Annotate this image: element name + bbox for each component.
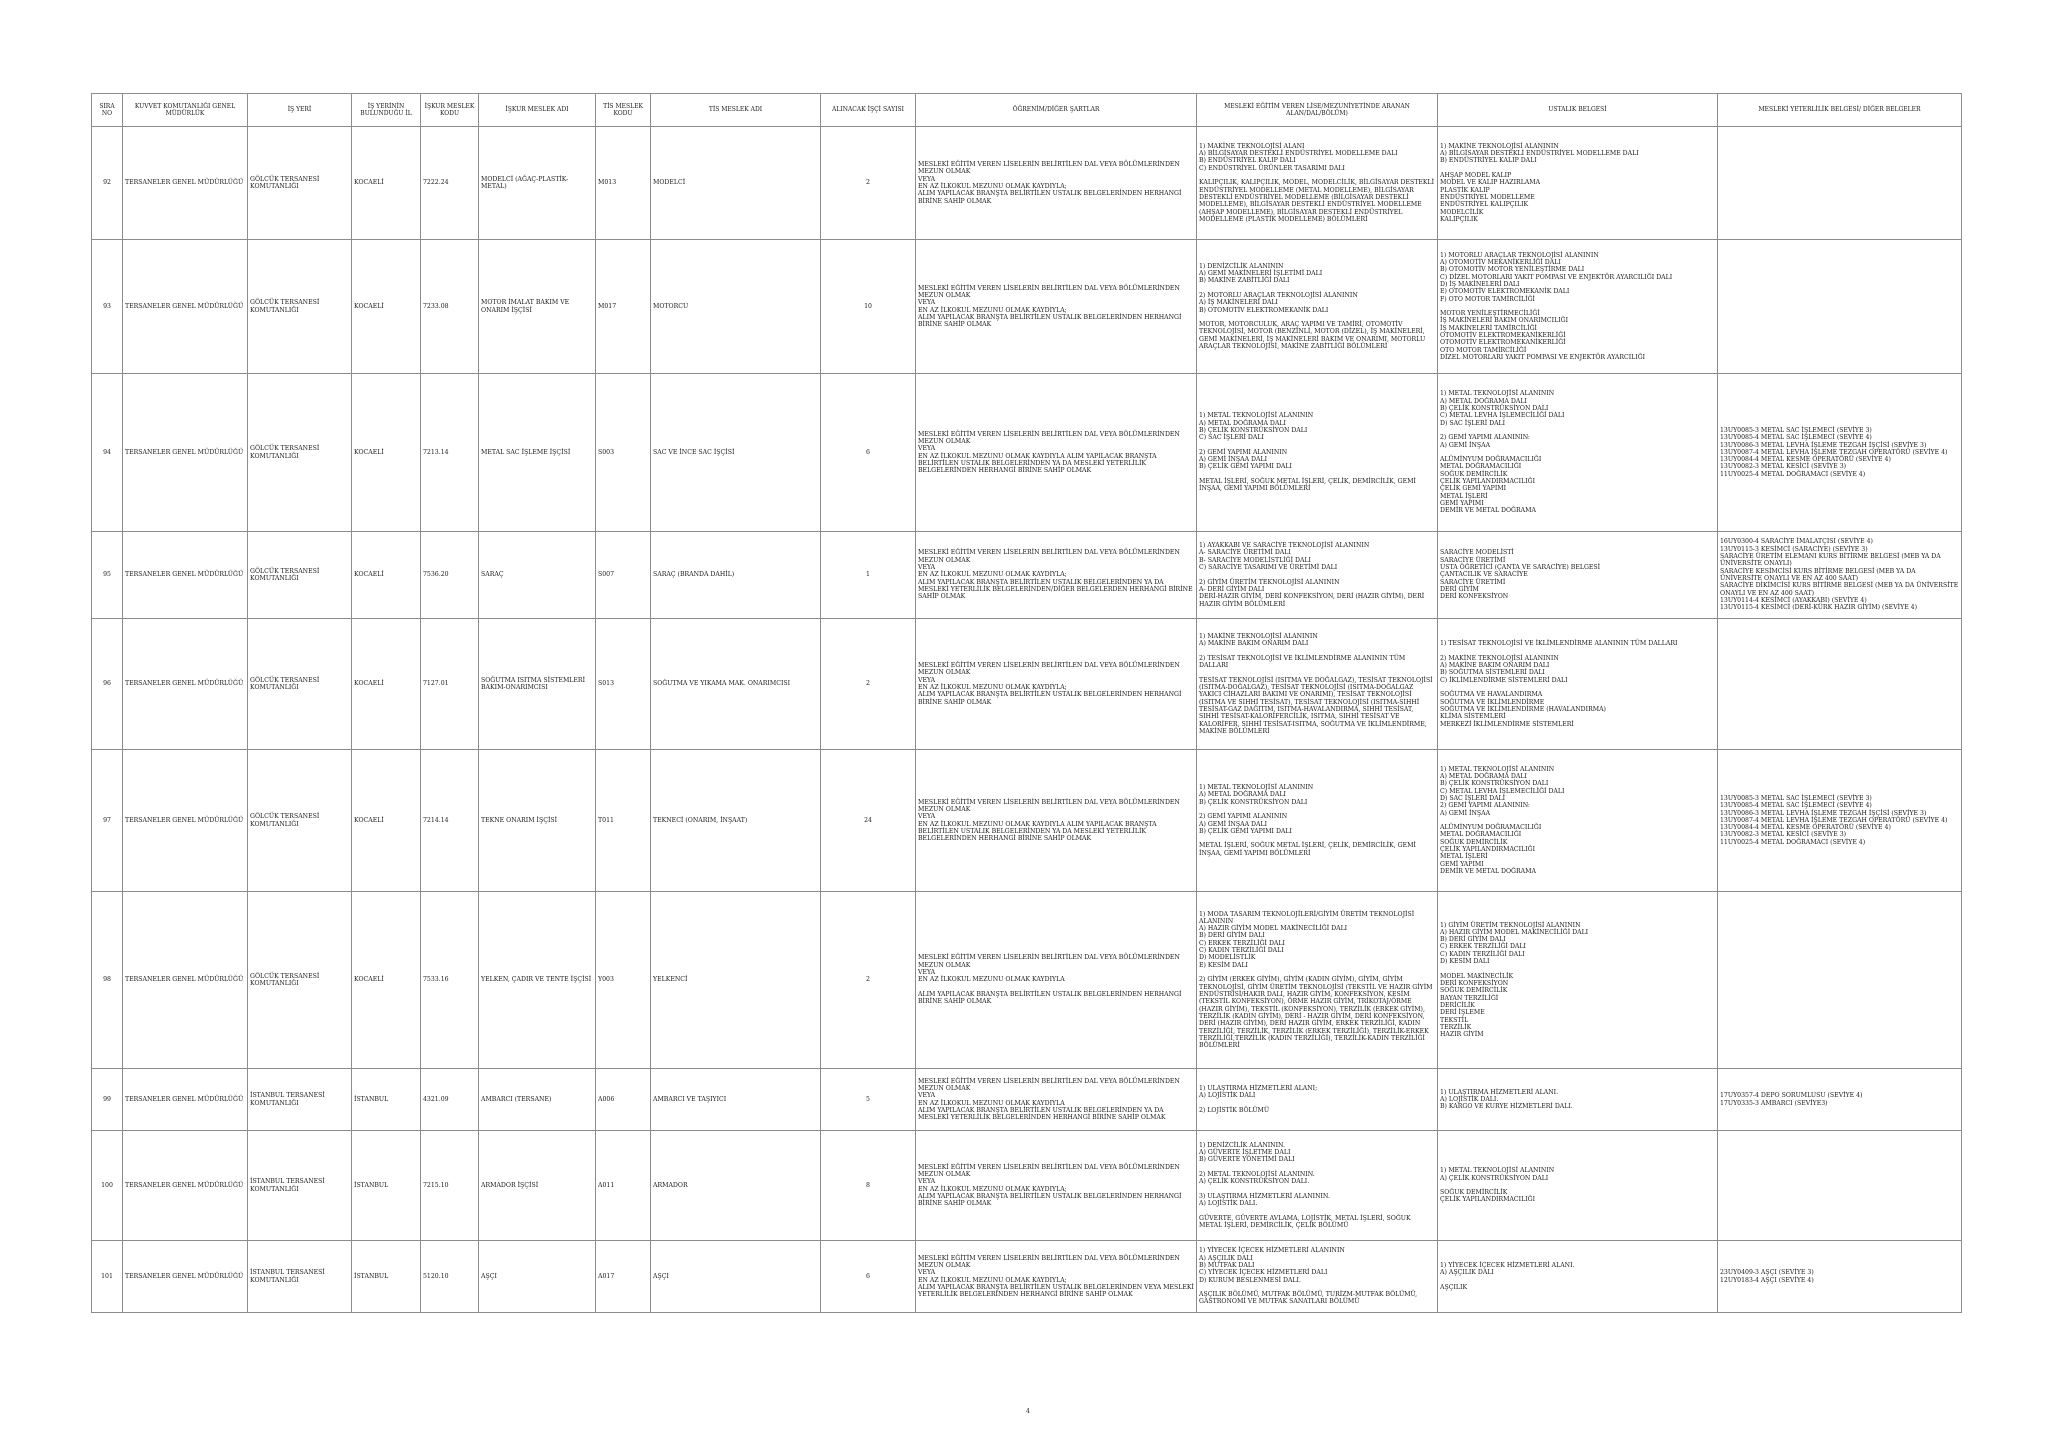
cell-no: 96 bbox=[92, 619, 123, 750]
cell-iskur-adi: METAL SAC İŞLEME İŞÇİSİ bbox=[479, 374, 596, 532]
page-number: 4 bbox=[1026, 1408, 1030, 1415]
cell-alan: 1) DENİZCİLİK ALANININ A) GEMİ MAKİNELERİ İŞLETİMİ DALI B) MAKİNE ZABİTLİĞİ DALI 2) MOTORLU ARAÇLAR TEKNOLOJİSİ ALANININ A) İŞ MAKİNELERİ DALI B) OTOMOTİV ELEKTROMEKANİK DALI MOTOR, MOTORCULUK, ARAÇ YAPIMI VE TAMİRİ, OTOMOTİV TEKNOLOJİSİ, MOTOR (BENZİNLİ, MOTOR (DİZEL), İŞ MAKİNELERİ, GEMİ MAKİNELERİ, İŞ MAKİNELERİ BAKIM VE ONARIMI, MOTORLU ARAÇLAR TEKNOLOJİSİ, MAKİNE ZABİTLİĞİ BÖLÜMLERİ bbox=[1197, 240, 1438, 374]
cell-iskur-kodu: 4321.09 bbox=[421, 1069, 479, 1131]
cell-diger bbox=[1718, 619, 1962, 750]
cell-no: 99 bbox=[92, 1069, 123, 1131]
cell-ustalik: 1) ULAŞTIRMA HİZMETLERİ ALANI. A) LOJİSTİK DALI. B) KARGO VE KURYE HİZMETLERİ DALI. bbox=[1438, 1069, 1718, 1131]
cell-no: 98 bbox=[92, 892, 123, 1069]
cell-alan: 1) MAKİNE TEKNOLOJİSİ ALANININ A) MAKİNE BAKIM ONARIM DALI 2) TESİSAT TEKNOLOJİSİ VE İKLİMLENDİRME ALANININ TÜM DALLARI TESİSAT TEKNOLOJİSİ (ISITMA VE DOĞALGAZ), TESİSAT TEKNOLOJİSİ (ISITMA-DOĞALGAZ), TESİSAT TEKNOLOJİSİ (ISITMA-DOĞALGAZ YAKICI CİHAZLARI BAKIMI VE ONARIMI), TESİSAT TEKNOLOJİSİ (ISITMA VE SIHHİ TESİSAT), TESİSAT TEKNOLOJİSİ (ISITMA-SIHHİ TESİSAT-GAZ DAĞITIM, ISITMA-HAVALANDIRMA, SIHHİ TESİSAT, SIHHİ TESİSAT-KALORİFERCİLİK, ISITMA, SIHHİ TESİSAT VE KALORİFER, SIHHİ TESİSAT-ISITMA, SOĞUTMA VE İKLİMLENDİRME, MAKİNE BÖLÜMLERİ bbox=[1197, 619, 1438, 750]
cell-sartlar: MESLEKİ EĞİTİM VEREN LİSELERİN BELİRTİLEN DAL VEYA BÖLÜMLERİNDEN MEZUN OLMAK VEYA EN AZ İLKOKUL MEZUNU OLMAK KAYDIYLA ALIM YAPILACAK BRANŞTA BELİRTİLEN USTALIK BELGELERİNDEN YA DA MESLEKİ YETERLİLİK BELGELERİNDEN HERHANGİ BİRİNE SAHİP OLMAK bbox=[916, 750, 1197, 892]
cell-ustalik: 1) METAL TEKNOLOJİSİ ALANININ A) ÇELİK KONSTRÜKSİYON DALI SOĞUK DEMİRCİLİK ÇELİK YAPILANDIRMACILIĞI bbox=[1438, 1131, 1718, 1241]
cell-isyeri: GÖLCÜK TERSANESİ KOMUTANLIĞI bbox=[248, 374, 352, 532]
header-cell: USTALIK BELGESİ bbox=[1438, 94, 1718, 127]
cell-iskur-adi: SOĞUTMA ISITMA SİSTEMLERİ BAKIM-ONARIMCISI bbox=[479, 619, 596, 750]
cell-diger bbox=[1718, 892, 1962, 1069]
cell-kuvvet: TERSANELER GENEL MÜDÜRLÜĞÜ bbox=[123, 619, 248, 750]
table-row bbox=[92, 127, 1962, 240]
cell-no: 95 bbox=[92, 532, 123, 619]
table-row bbox=[92, 892, 1962, 1069]
table-row bbox=[92, 240, 1962, 374]
header-cell: SIRA NO bbox=[92, 94, 123, 127]
cell-il: KOCAELİ bbox=[352, 532, 421, 619]
cell-tis-adi: AŞÇI bbox=[651, 1241, 821, 1313]
cell-iskur-adi: ARMADOR İŞÇİSİ bbox=[479, 1131, 596, 1241]
document-sheet bbox=[91, 93, 1961, 1313]
cell-sayi: 2 bbox=[821, 892, 916, 1069]
cell-sayi: 5 bbox=[821, 1069, 916, 1131]
cell-sayi: 6 bbox=[821, 374, 916, 532]
cell-ustalik: SARACİYE MODELİSTİ SARACİYE ÜRETİMİ USTA ÖĞRETİCİ (ÇANTA VE SARACİYE) BELGESİ ÇANTACILIK VE SARACİYE SARACİYE ÜRETİMİ DERİ GİYİM DERİ KONFEKSİYON bbox=[1438, 532, 1718, 619]
cell-isyeri: GÖLCÜK TERSANESİ KOMUTANLIĞI bbox=[248, 240, 352, 374]
cell-ustalik: 1) YİYECEK İÇECEK HİZMETLERİ ALANI. A) AŞÇILIK DALI AŞÇILIK bbox=[1438, 1241, 1718, 1313]
cell-tis-adi: ARMADOR bbox=[651, 1131, 821, 1241]
cell-diger: 13UY0085-3 METAL SAC İŞLEMECİ (SEVİYE 3) 13UY0085-4 METAL SAC İŞLEMECİ (SEVİYE 4) 13UY0086-3 METAL LEVHA İŞLEME TEZGAH İŞÇİSİ (SEVİYE 3) 13UY0087-4 METAL LEVHA İŞLEME TEZGAH OPERATÖRÜ (SEVİYE 4) 13UY0084-4 METAL KESME OPERATÖRÜ (SEVİYE 4) 13UY0082-3 METAL KESİCİ (SEVİYE 3) 11UY0025-4 METAL DOĞRAMACI (SEVİYE 4) bbox=[1718, 750, 1962, 892]
cell-iskur-adi: MOTOR İMALAT BAKIM VE ONARIM İŞÇİSİ bbox=[479, 240, 596, 374]
cell-tis-kodu: A006 bbox=[596, 1069, 651, 1131]
cell-ustalik: 1) METAL TEKNOLOJİSİ ALANININ A) METAL DOĞRAMA DALI B) ÇELİK KONSTRÜKSİYON DALI C) METAL LEVHA İŞLEMECİLİĞİ DALI D) SAC İŞLERİ DALI 2) GEMİ YAPIMI ALANININ: A) GEMİ İNŞAA ALÜMİNYUM DOĞRAMACILIĞI METAL DOĞRAMACILIĞI SOĞUK DEMİRCİLİK ÇELİK YAPILANDIRMACILIĞI METAL İŞLERİ GEMİ YAPIMI DEMİR VE METAL DOĞRAMA bbox=[1438, 750, 1718, 892]
cell-sayi: 24 bbox=[821, 750, 916, 892]
cell-tis-adi: SOĞUTMA VE YIKAMA MAK. ONARIMCISI bbox=[651, 619, 821, 750]
header-cell: İŞ YERİNİN BULUNDUĞU İL bbox=[352, 94, 421, 127]
cell-sartlar: MESLEKİ EĞİTİM VEREN LİSELERİN BELİRTİLEN DAL VEYA BÖLÜMLERİNDEN MEZUN OLMAK VEYA EN AZ İLKOKUL MEZUNU OLMAK KAYDIYLA ALIM YAPILACAK BRANŞTA BELİRTİLEN USTALIK BELGELERİNDEN HERHANGİ BİRİNE SAHİP OLMAK bbox=[916, 892, 1197, 1069]
table-row bbox=[92, 1069, 1962, 1131]
cell-no: 93 bbox=[92, 240, 123, 374]
cell-kuvvet: TERSANELER GENEL MÜDÜRLÜĞÜ bbox=[123, 127, 248, 240]
cell-ustalik: 1) MOTORLU ARAÇLAR TEKNOLOJİSİ ALANININ A) OTOMOTİV MEKANİKERLİĞİ DALI B) OTOMOTİV MOTOR YENİLEŞTİRME DALI C) DİZEL MOTORLARI YAKIT POMPASI VE ENJEKTÖR AYARCILIĞI DALI D) İŞ MAKİNELERİ DALI E) OTOMOTİV ELEKTROMEKANİK DALI F) OTO MOTOR TAMİRCİLİĞİ MOTOR YENİLEŞTİRMECİLİĞİ İŞ MAKİNELERİ BAKIM ONARIMCILIĞI İŞ MAKİNELERİ TAMİRCİLİĞİ OTOMOTİV ELEKTROMEKANİKERLİĞİ OTOMOTİV ELEKTROMEKANİKERLİĞİ OTO MOTOR TAMİRCİLİĞİ DİZEL MOTORLARI YAKIT POMPASI VE ENJEKTÖR AYARCILIĞI bbox=[1438, 240, 1718, 374]
cell-sartlar: MESLEKİ EĞİTİM VEREN LİSELERİN BELİRTİLEN DAL VEYA BÖLÜMLERİNDEN MEZUN OLMAK VEYA EN AZ İLKOKUL MEZUNU OLMAK KAYDIYLA; ALIM YAPILACAK BRANŞTA BELİRTİLEN USTALIK BELGELERİNDEN VEYA MESLEKİ YETERLİLİK BELGELERİNDEN HERHANGİ BİRİNE SAHİP OLMAK bbox=[916, 1241, 1197, 1313]
header-row bbox=[92, 94, 1962, 127]
cell-diger bbox=[1718, 1131, 1962, 1241]
cell-no: 92 bbox=[92, 127, 123, 240]
cell-kuvvet: TERSANELER GENEL MÜDÜRLÜĞÜ bbox=[123, 892, 248, 1069]
cell-kuvvet: TERSANELER GENEL MÜDÜRLÜĞÜ bbox=[123, 1131, 248, 1241]
cell-tis-kodu: M013 bbox=[596, 127, 651, 240]
header-cell: TİS MESLEK KODU bbox=[596, 94, 651, 127]
cell-sartlar: MESLEKİ EĞİTİM VEREN LİSELERİN BELİRTİLEN DAL VEYA BÖLÜMLERİNDEN MEZUN OLMAK VEYA EN AZ İLKOKUL MEZUNU OLMAK KAYDIYLA ALIM YAPILACAK BRANŞTA BELİRTİLEN USTALIK BELGELERİNDEN YA DA MESLEKİ YETERLİLİK BELGELERİNDEN HERHANGİ BİRİNE SAHİP OLMAK bbox=[916, 1069, 1197, 1131]
cell-il: KOCAELİ bbox=[352, 619, 421, 750]
cell-iskur-adi: TEKNE ONARIM İŞÇİSİ bbox=[479, 750, 596, 892]
table-row bbox=[92, 1241, 1962, 1313]
cell-sayi: 2 bbox=[821, 619, 916, 750]
cell-alan: 1) AYAKKABI VE SARACİYE TEKNOLOJİSİ ALANININ A- SARACİYE ÜRETİMİ DALI B- SARACİYE MODELİSTLİĞİ DALI C) SARACİYE TASARIMI VE ÜRETİMİ DALI 2) GİYİM ÜRETİM TEKNOLOJİSİ ALANININ A- DERİ GİYİM DALI DERİ-HAZIR GİYİM, DERİ KONFEKSİYON, DERİ (HAZIR GİYİM), DERİ HAZIR GİYİM BÖLÜMLERİ bbox=[1197, 532, 1438, 619]
cell-sartlar: MESLEKİ EĞİTİM VEREN LİSELERİN BELİRTİLEN DAL VEYA BÖLÜMLERİNDEN MEZUN OLMAK VEYA EN AZ İLKOKUL MEZUNU OLMAK KAYDIYLA; ALIM YAPILACAK BRANŞTA BELİRTİLEN USTALIK BELGELERİNDEN HERHANGİ BİRİNE SAHİP OLMAK bbox=[916, 619, 1197, 750]
cell-il: İSTANBUL bbox=[352, 1131, 421, 1241]
cell-tis-adi: SAC VE İNCE SAC İŞÇİSİ bbox=[651, 374, 821, 532]
cell-iskur-kodu: 7214.14 bbox=[421, 750, 479, 892]
header-cell: ALINACAK İŞÇİ SAYISI bbox=[821, 94, 916, 127]
cell-isyeri: GÖLCÜK TERSANESİ KOMUTANLIĞI bbox=[248, 892, 352, 1069]
cell-alan: 1) YİYECEK İÇECEK HİZMETLERİ ALANININ A) AŞÇILIK DALI B) MUTFAK DALI C) YİYECEK İÇECEK HİZMETLERİ DALI D) KURUM BESLENMESİ DALI. AŞÇILIK BÖLÜMÜ, MUTFAK BÖLÜMÜ, TURİZM-MUTFAK BÖLÜMÜ, GASTRONOMİ VE MUTFAK SANATLARI BÖLÜMÜ bbox=[1197, 1241, 1438, 1313]
cell-iskur-adi: MODELCİ (AĞAÇ-PLASTİK-METAL) bbox=[479, 127, 596, 240]
cell-tis-adi: SARAÇ (BRANDA DAHİL) bbox=[651, 532, 821, 619]
cell-il: KOCAELİ bbox=[352, 374, 421, 532]
cell-alan: 1) MODA TASARIM TEKNOLOJİLERİ/GİYİM ÜRETİM TEKNOLOJİSİ ALANININ A) HAZIR GİYİM MODEL MAKİNECİLİĞİ DALI B) DERİ GİYİM DALI C) ERKEK TERZİLİĞİ DALI C) KADIN TERZİLİĞİ DALI D) MODELİSTLİK E) KESİM DALI 2) GİYİM (ERKEK GİYİM), GİYİM (KADIN GİYİM), GİYİM, GİYİM TEKNOLOJİSİ, GİYİM ÜRETİM TEKNOLOJİSİ (TEKSTİL VE HAZIR GİYİM ENDÜSTRİSİ/HAKIR DALI, HAZIR GİYİM, KONFEKSİYON, KESİM (TEKSTİL KONFEKSİYON), ÖRME HAZIR GİYİM, TRİKOTAJ/ÖRME (HAZIR GİYİM), TEKSTİL (KONFEKSİYON), TERZİLİK (ERKEK GİYİM), TERZİLİK (KADIN GİYİM), DERİ - HAZIR GİYİM, DERİ KONFEKSİYON, DERİ (HAZIR GİYİM), DERİ HAZIR GİYİM, ERKEK TERZİLİĞİ, KADIN TERZİLİĞİ, TERZİLİK, TERZİLİK (ERKEK TERZİLİĞİ), TERZİLİK-ERKEK TERZİLİĞİ,TERZİLİK (KADIN TERZİLİĞİ), TERZİLİK-KADIN TERZİLİĞİ BÖLÜMLERİ bbox=[1197, 892, 1438, 1069]
cell-sartlar: MESLEKİ EĞİTİM VEREN LİSELERİN BELİRTİLEN DAL VEYA BÖLÜMLERİNDEN MEZUN OLMAK VEYA EN AZ İLKOKUL MEZUNU OLMAK KAYDIYLA; ALIM YAPILACAK BRANŞTA BELİRTİLEN USTALIK BELGELERİNDEN HERHANGİ BİRİNE SAHİP OLMAK bbox=[916, 127, 1197, 240]
cell-iskur-adi: YELKEN, ÇADIR VE TENTE İŞÇİSİ bbox=[479, 892, 596, 1069]
cell-ustalik: 1) METAL TEKNOLOJİSİ ALANININ A) METAL DOĞRAMA DALI B) ÇELİK KONSTRÜKSİYON DALI C) METAL LEVHA İŞLEMECİLİĞİ DALI D) SAC İŞLERİ DALI 2) GEMİ YAPIMI ALANININ: A) GEMİ İNŞAA ALÜMİNYUM DOĞRAMACILIĞI METAL DOĞRAMACILIĞI SOĞUK DEMİRCİLİK ÇELİK YAPILANDIRMACILIĞI ÇELİK GEMİ YAPIMI METAL İŞLERİ GEMİ YAPIMI DEMİR VE METAL DOĞRAMA bbox=[1438, 374, 1718, 532]
cell-iskur-kodu: 5120.10 bbox=[421, 1241, 479, 1313]
cell-tis-adi: MOTORCU bbox=[651, 240, 821, 374]
header-cell: İŞKUR MESLEK KODU bbox=[421, 94, 479, 127]
cell-alan: 1) METAL TEKNOLOJİSİ ALANININ A) METAL DOĞRAMA DALI B) ÇELİK KONSTRÜKSİYON DALI 2) GEMİ YAPIMI ALANININ A) GEMİ İNŞAA DALI B) ÇELİK GEMİ YAPIMI DALI METAL İŞLERİ, SOĞUK METAL İŞLERİ, ÇELİK, DEMİRCİLİK, GEMİ İNŞAA, GEMİ YAPIMI BÖLÜMLERİ bbox=[1197, 750, 1438, 892]
cell-alan: 1) MAKİNE TEKNOLOJİSİ ALANI A) BİLGİSAYAR DESTEKLİ ENDÜSTRİYEL MODELLEME DALI B) ENDÜSTRİYEL KALIP DALI C) ENDÜSTRİYEL ÜRÜNLER TASARIMI DALI KALIPÇILIK, KALIPÇILIK, MODEL, MODELCİLİK, BİLGİSAYAR DESTEKLİ ENDÜSTRİYEL MODELLEME (METAL MODELLEME), BİLGİSAYAR DESTEKLİ ENDÜSTRİYEL MODELLEME (BİLGİSAYAR DESTEKLİ MODELLEME), BİLGİSAYAR DESTEKLİ ENDÜSTRİYEL MODELLEME (AHŞAP MODELLEME), BİLGİSAYAR DESTEKLİ ENDÜSTRİYEL MODELLEME (PLASTİK MODELLEME) BÖLÜMLERİ bbox=[1197, 127, 1438, 240]
cell-alan: 1) ULAŞTIRMA HİZMETLERİ ALANI; A) LOJİSTİK DALI 2) LOJİSTİK BÖLÜMÜ bbox=[1197, 1069, 1438, 1131]
cell-tis-adi: MODELCİ bbox=[651, 127, 821, 240]
cell-ustalik: 1) MAKİNE TEKNOLOJİSİ ALANININ A) BİLGİSAYAR DESTEKLİ ENDÜSTRİYEL MODELLEME DALI B) ENDÜSTRİYEL KALIP DALI AHŞAP MODEL KALIP MODEL VE KALIP HAZIRLAMA PLASTİK KALIP ENDÜSTRİYEL MODELLEME ENDÜSTRİYEL KALIPÇILIK MODELCİLİK KALIPÇILIK bbox=[1438, 127, 1718, 240]
cell-kuvvet: TERSANELER GENEL MÜDÜRLÜĞÜ bbox=[123, 532, 248, 619]
cell-no: 94 bbox=[92, 374, 123, 532]
cell-il: KOCAELİ bbox=[352, 892, 421, 1069]
cell-isyeri: GÖLCÜK TERSANESİ KOMUTANLIĞI bbox=[248, 750, 352, 892]
cell-sayi: 2 bbox=[821, 127, 916, 240]
cell-iskur-kodu: 7533.16 bbox=[421, 892, 479, 1069]
table-body bbox=[92, 127, 1962, 1313]
cell-iskur-kodu: 7233.08 bbox=[421, 240, 479, 374]
cell-no: 101 bbox=[92, 1241, 123, 1313]
header-cell: MESLEKİ YETERLİLİK BELGESİ/ DİĞER BELGELER bbox=[1718, 94, 1962, 127]
cell-il: İSTANBUL bbox=[352, 1069, 421, 1131]
table-row bbox=[92, 1131, 1962, 1241]
cell-tis-kodu: T011 bbox=[596, 750, 651, 892]
cell-il: KOCAELİ bbox=[352, 240, 421, 374]
cell-kuvvet: TERSANELER GENEL MÜDÜRLÜĞÜ bbox=[123, 1069, 248, 1131]
header-cell: KUVVET KOMUTANLIĞI GENEL MÜDÜRLÜK bbox=[123, 94, 248, 127]
cell-isyeri: GÖLCÜK TERSANESİ KOMUTANLIĞI bbox=[248, 532, 352, 619]
cell-il: İSTANBUL bbox=[352, 1241, 421, 1313]
cell-diger bbox=[1718, 240, 1962, 374]
cell-kuvvet: TERSANELER GENEL MÜDÜRLÜĞÜ bbox=[123, 374, 248, 532]
cell-iskur-adi: AMBARCI (TERSANE) bbox=[479, 1069, 596, 1131]
cell-isyeri: İSTANBUL TERSANESİ KOMUTANLIĞI bbox=[248, 1069, 352, 1131]
cell-sartlar: MESLEKİ EĞİTİM VEREN LİSELERİN BELİRTİLEN DAL VEYA BÖLÜMLERİNDEN MEZUN OLMAK VEYA EN AZ İLKOKUL MEZUNU OLMAK KAYDIYLA ALIM YAPILACAK BRANŞTA BELİRTİLEN USTALIK BELGELERİNDEN YA DA MESLEKİ YETERLİLİK BELGELERİNDEN HERHANGİ BİRİNE SAHİP OLMAK bbox=[916, 374, 1197, 532]
cell-sartlar: MESLEKİ EĞİTİM VEREN LİSELERİN BELİRTİLEN DAL VEYA BÖLÜMLERİNDEN MEZUN OLMAK VEYA EN AZ İLKOKUL MEZUNU OLMAK KAYDIYLA; ALIM YAPILACAK BRANŞTA BELİRTİLEN USTALIK BELGELERİNDEN HERHANGİ BİRİNE SAHİP OLMAK bbox=[916, 240, 1197, 374]
cell-tis-adi: AMBARCI VE TAŞIYICI bbox=[651, 1069, 821, 1131]
header-cell: MESLEKİ EĞİTİM VEREN LİSE/MEZUNİYETİNDE ARANAN ALAN/DAL/BÖLÜM) bbox=[1197, 94, 1438, 127]
cell-sayi: 1 bbox=[821, 532, 916, 619]
cell-iskur-kodu: 7127.01 bbox=[421, 619, 479, 750]
cell-tis-kodu: S013 bbox=[596, 619, 651, 750]
header-cell: ÖĞRENİM/DİĞER ŞARTLAR bbox=[916, 94, 1197, 127]
cell-iskur-kodu: 7213.14 bbox=[421, 374, 479, 532]
cell-alan: 1) DENİZCİLİK ALANININ. A) GÜVERTE İŞLETME DALI B) GÜVERTE YÖNETİMİ DALI 2) METAL TEKNOLOJİSİ ALANININ. A) ÇELİK KONSTRÜKSİYON DALI. 3) ULAŞTIRMA HİZMETLERİ ALANININ. A) LOJİSTİK DALI. GÜVERTE, GÜVERTE AVLAMA, LOJİSTİK, METAL İŞLERİ, SOĞUK METAL İŞLERİ, DEMİRCİLİK, ÇELİK BÖLÜMÜ bbox=[1197, 1131, 1438, 1241]
cell-diger: 23UY0409-3 AŞÇI (SEVİYE 3) 12UY0183-4 AŞÇI (SEVİYE 4) bbox=[1718, 1241, 1962, 1313]
cell-iskur-kodu: 7215.10 bbox=[421, 1131, 479, 1241]
cell-tis-kodu: M017 bbox=[596, 240, 651, 374]
cell-iskur-kodu: 7222.24 bbox=[421, 127, 479, 240]
cell-il: KOCAELİ bbox=[352, 750, 421, 892]
cell-sartlar: MESLEKİ EĞİTİM VEREN LİSELERİN BELİRTİLEN DAL VEYA BÖLÜMLERİNDEN MEZUN OLMAK VEYA EN AZ İLKOKUL MEZUNU OLMAK KAYDIYLA; ALIM YAPILACAK BRANŞTA BELİRTİLEN USTALIK BELGELERİNDEN YA DA MESLEKİ YETERLİLİK BELGELERİNDEN/DİĞER BELGELERDEN HERHANGİ BİRİNE SAHİP OLMAK bbox=[916, 532, 1197, 619]
cell-tis-kodu: S003 bbox=[596, 374, 651, 532]
cell-iskur-adi: SARAÇ bbox=[479, 532, 596, 619]
table-row bbox=[92, 532, 1962, 619]
header-cell: İŞ YERİ bbox=[248, 94, 352, 127]
cell-isyeri: İSTANBUL TERSANESİ KOMUTANLIĞI bbox=[248, 1241, 352, 1313]
cell-kuvvet: TERSANELER GENEL MÜDÜRLÜĞÜ bbox=[123, 1241, 248, 1313]
cell-ustalik: 1) TESİSAT TEKNOLOJİSİ VE İKLİMLENDİRME ALANININ TÜM DALLARI 2) MAKİNE TEKNOLOJİSİ ALANININ A) MAKİNE BAKIM ONARIM DALI B) SOĞUTMA SİSTEMLERİ DALI C) İKLİMLENDİRME SİSTEMLERİ DALI SOĞUTMA VE HAVALANDIRMA SOĞUTMA VE İKLİMLENDİRME SOĞUTMA VE İKLİMLENDİRME (HAVALANDIRMA) KLİMA SİSTEMLERİ MERKEZİ İKLİMLENDİRME SİSTEMLERİ bbox=[1438, 619, 1718, 750]
cell-diger: 17UY0357-4 DEPO SORUMLUSU (SEVİYE 4) 17UY0335-3 AMBARCI (SEVİYE3) bbox=[1718, 1069, 1962, 1131]
cell-tis-kodu: Y003 bbox=[596, 892, 651, 1069]
cell-isyeri: İSTANBUL TERSANESİ KOMUTANLIĞI bbox=[248, 1131, 352, 1241]
cell-kuvvet: TERSANELER GENEL MÜDÜRLÜĞÜ bbox=[123, 750, 248, 892]
table-row bbox=[92, 619, 1962, 750]
cell-isyeri: GÖLCÜK TERSANESİ KOMUTANLIĞI bbox=[248, 619, 352, 750]
cell-alan: 1) METAL TEKNOLOJİSİ ALANININ A) METAL DOĞRAMA DALI B) ÇELİK KONSTRÜKSİYON DALI C) SAC İŞLERİ DALI 2) GEMİ YAPIMI ALANININ A) GEMİ İNŞAA DALI B) ÇELİK GEMİ YAPIMI DALI METAL İŞLERİ, SOĞUK METAL İŞLERİ, ÇELİK, DEMİRCİLİK, GEMİ İNŞAA, GEMİ YAPIMI BÖLÜMLERİ bbox=[1197, 374, 1438, 532]
header-cell: İŞKUR MESLEK ADI bbox=[479, 94, 596, 127]
cell-diger bbox=[1718, 127, 1962, 240]
cell-sayi: 10 bbox=[821, 240, 916, 374]
cell-tis-adi: YELKENCİ bbox=[651, 892, 821, 1069]
cell-tis-kodu: A017 bbox=[596, 1241, 651, 1313]
cell-il: KOCAELİ bbox=[352, 127, 421, 240]
personnel-table bbox=[91, 93, 1962, 1313]
cell-diger: 16UY0300-4 SARACİYE İMALATÇISI (SEVİYE 4) 13UY0115-3 KESİMCİ (SARACİYE) (SEVİYE 3) SARACİYE ÜRETİM ELEMANI KURS BİTİRME BELGESİ (MEB YA DA ÜNİVERSİTE ONAYLI) SARACİYE KESİMCİSİ KURS BİTİRME BELGESİ (MEB YA DA ÜNİVERSİTE ONAYLI VE EN AZ 400 SAAT) SARACİYE DİKİMCİSİ KURS BİTİRME BELGESİ (MEB YA DA ÜNİVERSİTE ONAYLI VE EN AZ 400 SAAT) 13UY0114-4 KESİMCİ (AYAKKABI) (SEVİYE 4) 13UY0115-4 KESİMCİ (DERİ-KÜRK HAZIR GİYİM) (SEVİYE 4) bbox=[1718, 532, 1962, 619]
cell-tis-adi: TEKNECİ (ONARIM, İNŞAAT) bbox=[651, 750, 821, 892]
cell-sartlar: MESLEKİ EĞİTİM VEREN LİSELERİN BELİRTİLEN DAL VEYA BÖLÜMLERİNDEN MEZUN OLMAK VEYA EN AZ İLKOKUL MEZUNU OLMAK KAYDIYLA; ALIM YAPILACAK BRANŞTA BELİRTİLEN USTALIK BELGELERİNDEN HERHANGİ BİRİNE SAHİP OLMAK bbox=[916, 1131, 1197, 1241]
table-row bbox=[92, 374, 1962, 532]
cell-isyeri: GÖLCÜK TERSANESİ KOMUTANLIĞI bbox=[248, 127, 352, 240]
cell-iskur-kodu: 7536.20 bbox=[421, 532, 479, 619]
cell-no: 100 bbox=[92, 1131, 123, 1241]
cell-tis-kodu: A011 bbox=[596, 1131, 651, 1241]
cell-no: 97 bbox=[92, 750, 123, 892]
table-row bbox=[92, 750, 1962, 892]
cell-sayi: 6 bbox=[821, 1241, 916, 1313]
cell-kuvvet: TERSANELER GENEL MÜDÜRLÜĞÜ bbox=[123, 240, 248, 374]
header-cell: TİS MESLEK ADI bbox=[651, 94, 821, 127]
cell-diger: 13UY0085-3 METAL SAC İŞLEMECİ (SEVİYE 3) 13UY0085-4 METAL SAC İŞLEMECİ (SEVİYE 4) 13UY0086-3 METAL LEVHA İŞLEME TEZGAH İŞÇİSİ (SEVİYE 3) 13UY0087-4 METAL LEVHA İŞLEME TEZGAH OPERATÖRÜ (SEVİYE 4) 13UY0084-4 METAL KESME OPERATÖRÜ (SEVİYE 4) 13UY0082-3 METAL KESİCİ (SEVİYE 3) 11UY0025-4 METAL DOĞRAMACI (SEVİYE 4) bbox=[1718, 374, 1962, 532]
cell-iskur-adi: AŞÇI bbox=[479, 1241, 596, 1313]
cell-sayi: 8 bbox=[821, 1131, 916, 1241]
cell-tis-kodu: S007 bbox=[596, 532, 651, 619]
cell-ustalik: 1) GİYİM ÜRETİM TEKNOLOJİSİ ALANININ A) HAZIR GİYİM MODEL MAKİNECİLİĞİ DALI B) DERİ GİYİM DALI C) ERKEK TERZİLİĞİ DALI C) KADIN TERZİLİĞİ DALI D) KESİM DALI MODEL MAKİNECİLİK DERİ KONFEKSİYON SOĞUK DEMİRCİLİK BAYAN TERZİLİĞİ DERİCİLİK DERİ İŞLEME TEKSTİL TERZİLİK HAZIR GİYİM bbox=[1438, 892, 1718, 1069]
